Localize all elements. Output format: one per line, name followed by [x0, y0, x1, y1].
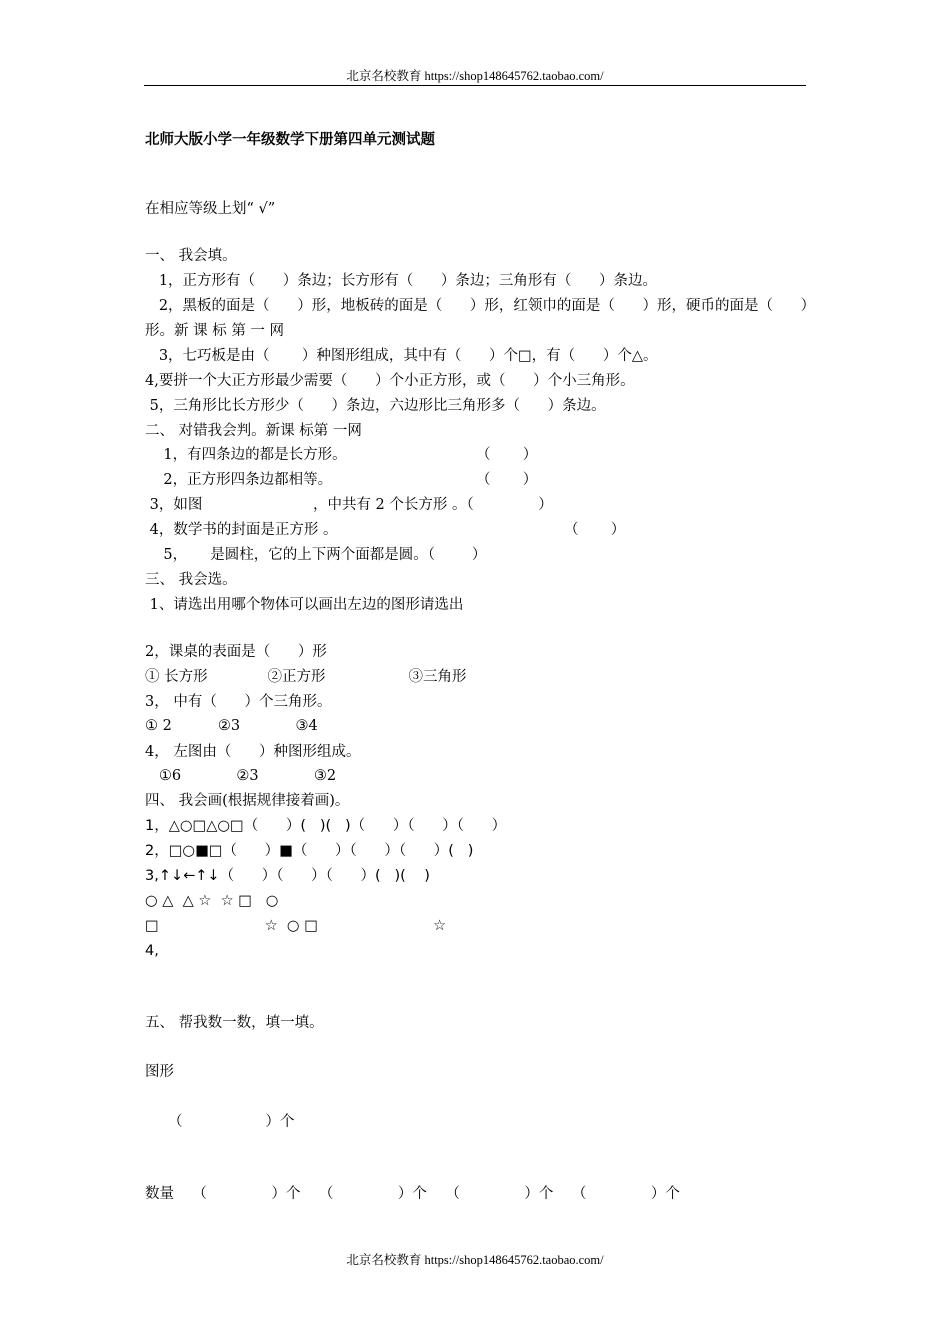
section1-heading: 一、 我会填。: [145, 248, 237, 264]
section4-q4: 4,: [145, 943, 159, 959]
page-footer: 北京名校教育 https://shop148645762.taobao.com/: [346, 1253, 604, 1267]
section2-q4-answer: （ ）: [564, 522, 626, 538]
section2-heading: 二、 对错我会判。新课 标第 一网: [145, 423, 362, 439]
section1-q2b: 形。新 课 标 第 一 网: [145, 323, 285, 339]
section3-q2: 2，课桌的表面是（ ）形: [145, 644, 327, 660]
section4-shape-row-a: ○ △ △ ☆ ☆ □ ○: [145, 893, 279, 909]
page-header: 北京名校教育 https://shop148645762.taobao.com/: [346, 69, 604, 83]
section4-q3: 3,↑↓←↑↓（ ）（ ）（ ）( )( ): [145, 868, 430, 884]
section2-q1-answer: （ ）: [476, 447, 538, 463]
section2-q2-answer: （ ）: [476, 472, 538, 488]
section3-q3: 3， 中有（ ）个三角形。: [145, 694, 332, 710]
section1-q2a: 2，黑板的面是（ ）形，地板砖的面是（ ）形，红领巾的面是（ ）形，硬币的面是（ ）: [145, 298, 816, 314]
section4-q1: 1，△○□△○□（ ）( )( )（ ）（ ）（ ）: [145, 818, 507, 834]
section1-q5: 5，三角形比长方形少（ ）条边，六边形比三角形多（ ）条边。: [145, 398, 606, 414]
document-title: 北师大版小学一年级数学下册第四单元测试题: [145, 131, 435, 148]
section5-quantity-row: 数量 （ ）个 （ ）个 （ ）个 （ ）个: [145, 1186, 680, 1202]
section2-q2-text: 2，正方形四条边都相等。: [145, 472, 333, 488]
section3-q4: 4， 左图由（ ）种图形组成。: [145, 744, 361, 760]
section4-shape-row-b: □ ☆ ○ □ ☆: [145, 918, 447, 934]
section4-q2: 2，□○■□（ ）■（ ）（ ）（ ）( ): [145, 843, 474, 859]
section1-q4: 4,要拼一个大正方形最少需要（ ）个小正方形，或（ ）个小三角形。: [145, 373, 635, 389]
section5-count-blank: （ ）个: [145, 1114, 295, 1130]
section2-q3: 3，如图 ，中共有 2 个长方形 。（ ）: [145, 497, 553, 513]
section3-q1: 1、请选出用哪个物体可以画出左边的图形请选出: [145, 597, 464, 613]
section3-q3-options: ① 2 ②3 ③4: [145, 718, 318, 734]
section2-q4-text: 4，数学书的封面是正方形 。: [145, 522, 338, 538]
section5-shape-label: 图形: [145, 1064, 174, 1080]
section4-heading: 四、 我会画(根据规律接着画)。: [145, 793, 350, 809]
section1-q1: 1，正方形有（ ）条边；长方形有（ ）条边；三角形有（ ）条边。: [145, 273, 658, 289]
section3-q2-options: ① 长方形 ②正方形 ③三角形: [145, 669, 467, 685]
section3-q4-options: ①6 ②3 ③2: [145, 768, 337, 784]
section2-q5: 5， 是圆柱，它的上下两个面都是圆。（ ）: [145, 547, 487, 563]
section2-q1-text: 1，有四条边的都是长方形。: [145, 447, 347, 463]
rating-instruction: 在相应等级上划“ √”: [145, 201, 276, 217]
section3-heading: 三、 我会选。: [145, 572, 237, 588]
section1-q3: 3，七巧板是由（ ）种图形组成，其中有（ ）个□，有（ ）个△。: [145, 348, 658, 364]
header-rule: [144, 85, 806, 86]
section5-heading: 五、 帮我数一数，填一填。: [145, 1015, 324, 1031]
